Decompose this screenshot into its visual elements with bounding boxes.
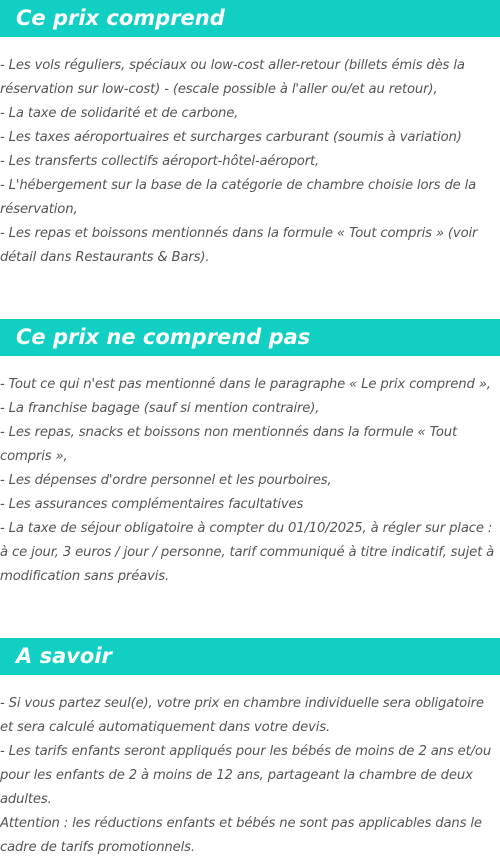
section-included-list: [0, 54, 500, 270]
list-item: - Les tarifs enfants seront appliqués pour les bébés de moins de 2 ans et/ou pour les enfants de 2 à moins de 12 ans, partageant la chambre de deux adultes.: [0, 744, 492, 807]
list-item: - Les assurances complémentaires facultatives: [0, 497, 304, 512]
list-item: - Les taxes aéroportuaires et surcharges carburant (soumis à variation): [0, 130, 462, 145]
list-item: - Les repas, snacks et boissons non mentionnés dans la formule « Tout compris »,: [0, 425, 457, 464]
list-item: - La taxe de solidarité et de carbone,: [0, 106, 239, 121]
list-item: Attention : les réductions enfants et bébés ne sont pas applicables dans le cadre de tarifs promotionnels.: [0, 816, 482, 855]
list-item: - Tout ce qui n'est pas mentionné dans le paragraphe « Le prix comprend »,: [0, 377, 491, 392]
section-good-to-know-list: [0, 692, 500, 860]
list-item: - La taxe de séjour obligatoire à compter du 01/10/2025, à régler sur place : à ce jour, 3 euros / jour / personne, tarif communiqué à titre indicatif, sujet à modification sans préavis.: [0, 521, 495, 584]
section-good-to-know: [0, 638, 500, 860]
list-item: - L'hébergement sur la base de la catégorie de chambre choisie lors de la réservation,: [0, 178, 477, 217]
list-item: - Les vols réguliers, spéciaux ou low-cost aller-retour (billets émis dès la réservation sur low-cost) - (escale possible à l'aller ou/et au retour),: [0, 58, 465, 97]
section-good-to-know-title: A savoir: [0, 638, 500, 675]
section-not-included: [0, 319, 500, 589]
list-item: - Les repas et boissons mentionnés dans la formule « Tout compris » (voir détail dans Restaurants & Bars).: [0, 226, 478, 265]
section-included: [0, 0, 500, 270]
list-item: - Les dépenses d'ordre personnel et les pourboires,: [0, 473, 332, 488]
section-included-title: Ce prix comprend: [0, 0, 500, 37]
section-not-included-title: Ce prix ne comprend pas: [0, 319, 500, 356]
list-item: - Les transferts collectifs aéroport-hôtel-aéroport,: [0, 154, 320, 169]
list-item: - Si vous partez seul(e), votre prix en chambre individuelle sera obligatoire et sera calculé automatiquement dans votre devis.: [0, 696, 484, 735]
list-item: - La franchise bagage (sauf si mention contraire),: [0, 401, 320, 416]
section-not-included-list: [0, 373, 500, 589]
